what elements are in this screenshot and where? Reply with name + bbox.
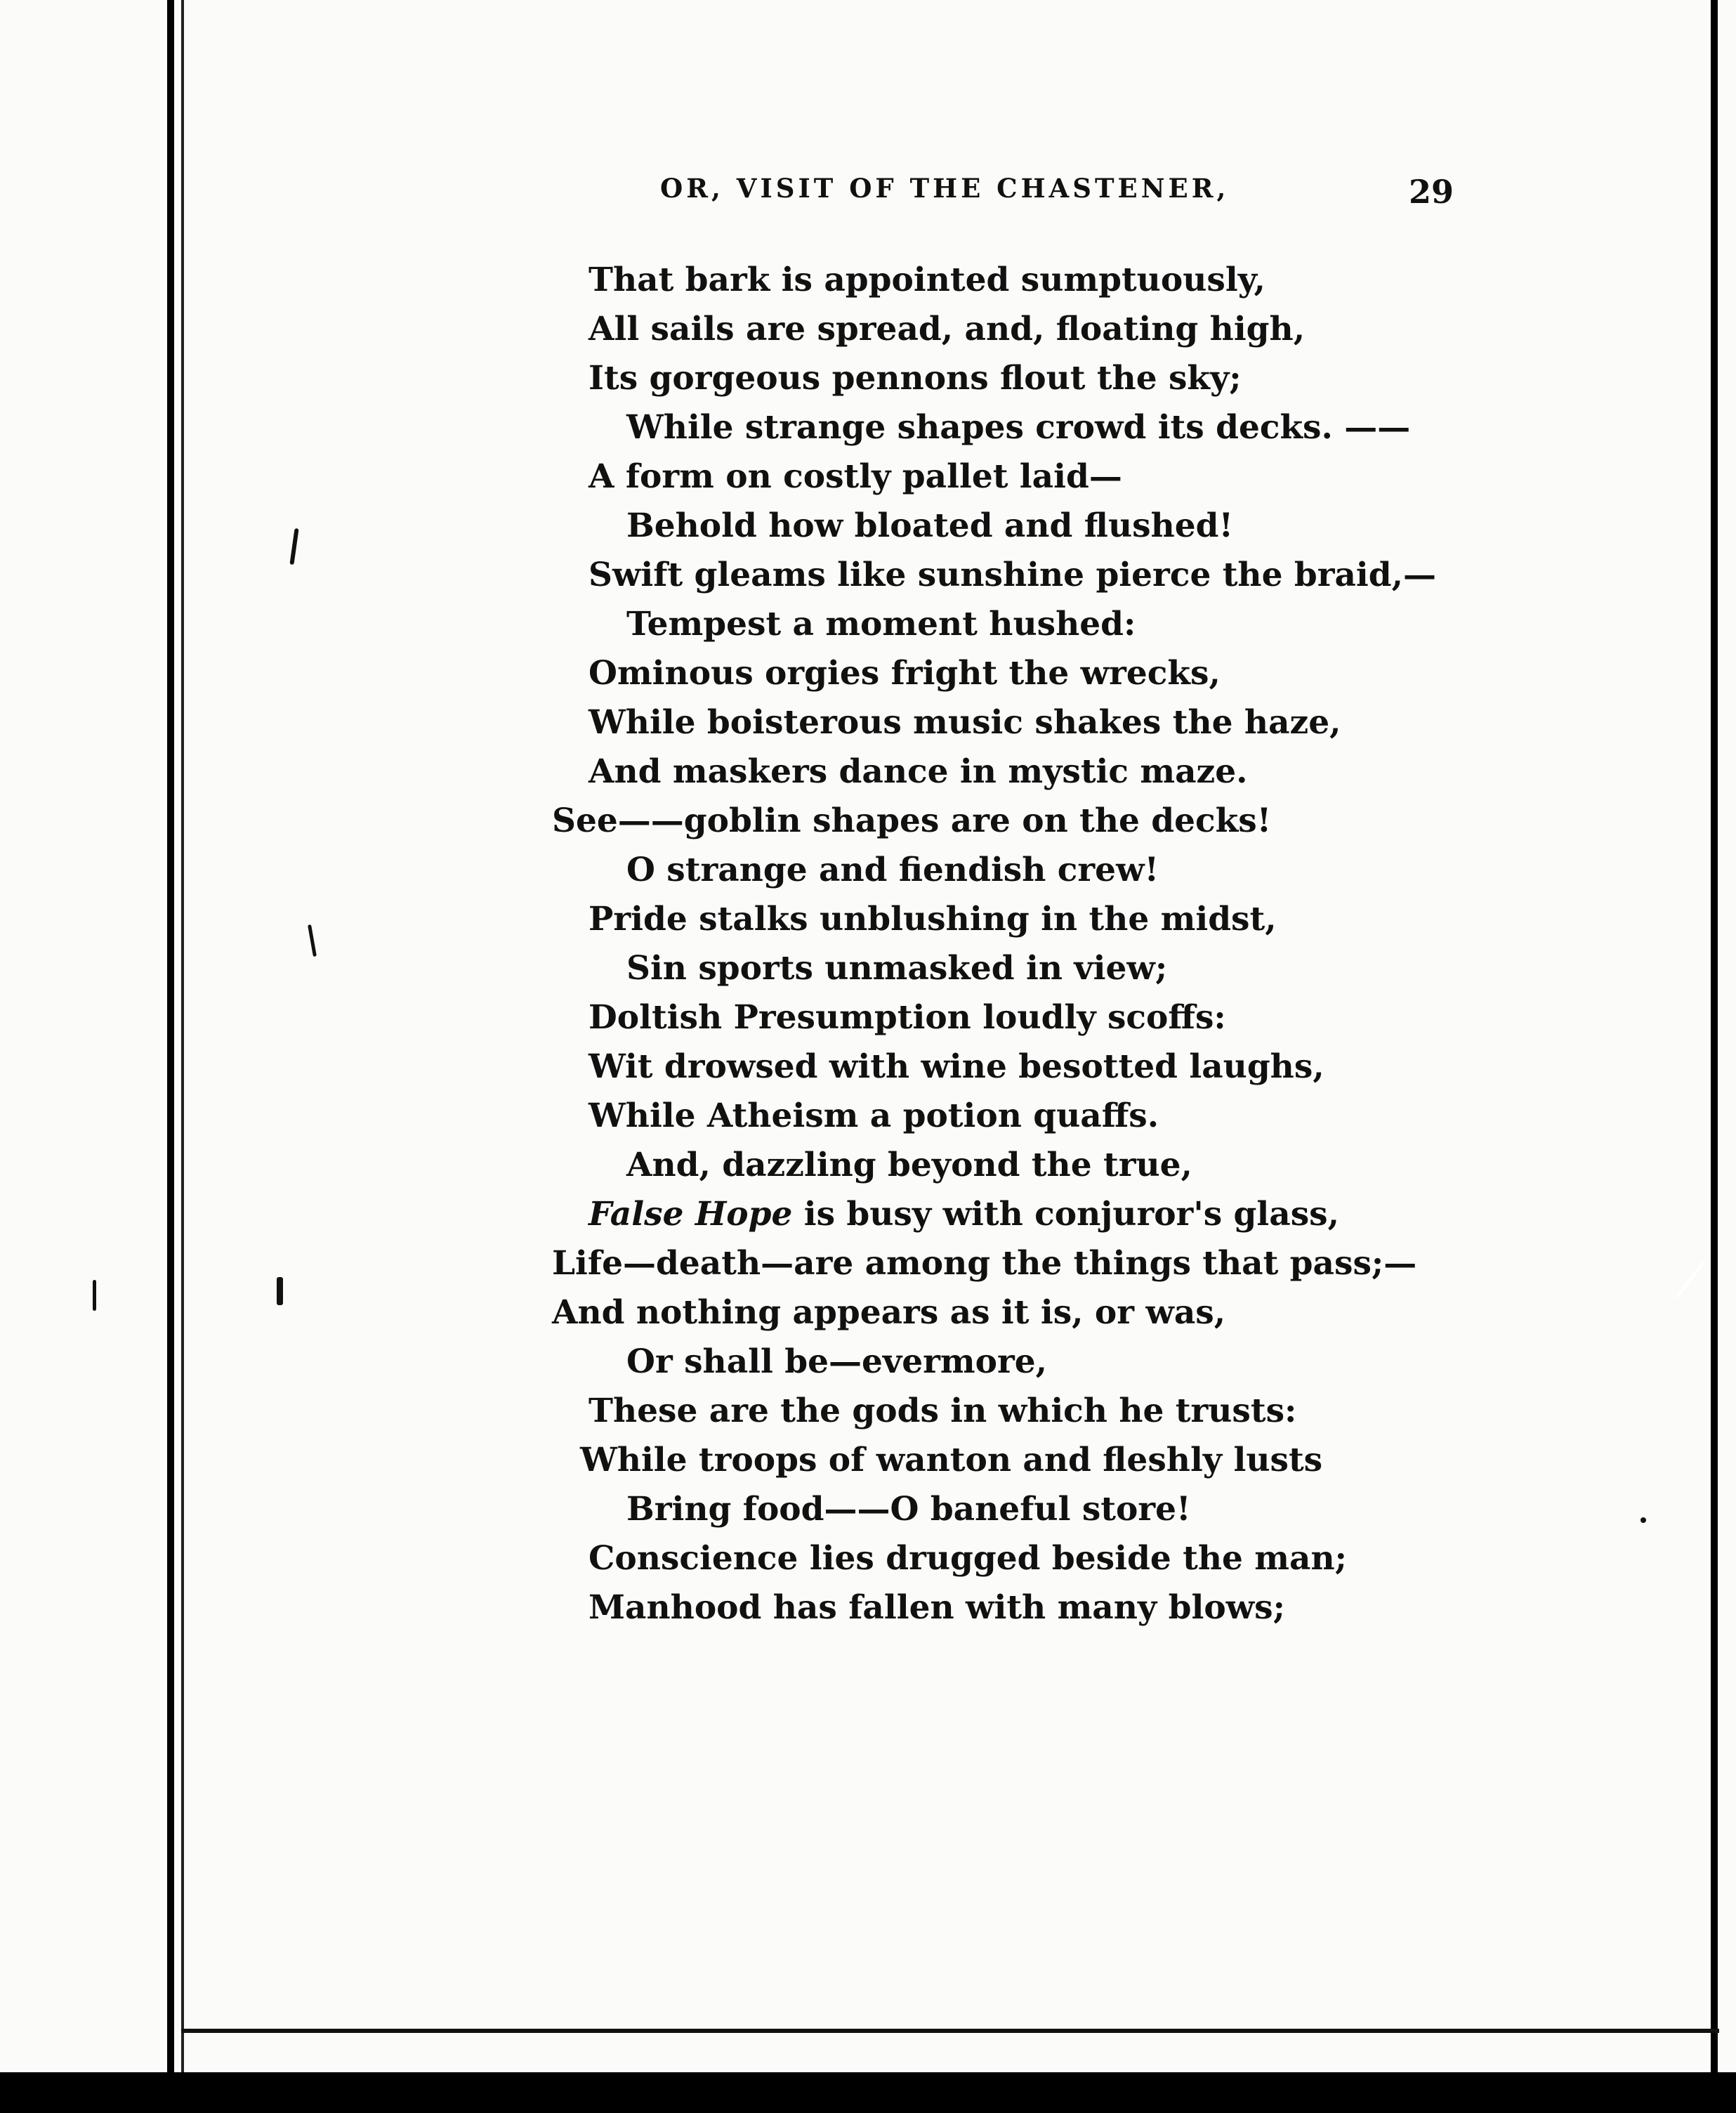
poem-line-text: Its gorgeous pennons flout the sky; (588, 359, 1242, 398)
poem-line-text: Swift gleams like sunshine pierce the braid,— (588, 556, 1437, 594)
poem-line (0, 354, 1699, 403)
poem-line (0, 1337, 1699, 1387)
poem-line-text: is busy with conjuror's glass, (792, 1195, 1339, 1234)
poem-line (0, 502, 1699, 551)
poem-line (0, 452, 1699, 502)
poem-line (0, 895, 1699, 944)
poem-text (0, 256, 1699, 1633)
poem-line (0, 1190, 1699, 1239)
poem-line (0, 944, 1699, 993)
poem-line (0, 600, 1699, 649)
poem-line-text: And maskers dance in mystic maze. (588, 752, 1248, 791)
poem-line-text: A form on costly pallet laid— (588, 457, 1122, 496)
poem-line-text: Pride stalks unblushing in the midst, (588, 900, 1277, 938)
poem-line-text: Manhood has fallen with many blows; (588, 1588, 1285, 1627)
poem-line-text: Ominous orgies fright the wrecks, (588, 654, 1221, 693)
right-border-rule (1711, 0, 1718, 2072)
poem-line-text: While boisterous music shakes the haze, (588, 703, 1341, 742)
poem-line-text: Or shall be—evermore, (626, 1342, 1047, 1381)
poem-line-italic-phrase: False Hope (588, 1195, 793, 1234)
poem-line-text: Doltish Presumption loudly scoffs: (588, 998, 1226, 1037)
poem-line-text: While Atheism a potion quaffs. (588, 1097, 1159, 1135)
poem-line (0, 403, 1699, 452)
poem-line (0, 1092, 1699, 1141)
page-number: 29 (1409, 173, 1454, 211)
poem-line-text: While troops of wanton and fleshly lusts (580, 1441, 1323, 1479)
poem-line (0, 1534, 1699, 1583)
poem-line-text: All sails are spread, and, floating high, (588, 310, 1306, 348)
poem-line (0, 305, 1699, 354)
poem-line (0, 1583, 1699, 1633)
poem-line-text: And, dazzling beyond the true, (626, 1146, 1192, 1184)
poem-line-text: These are the gods in which he trusts: (588, 1392, 1297, 1430)
poem-line-text: Wit drowsed with wine besotted laughs, (588, 1047, 1324, 1086)
poem-line (0, 256, 1699, 305)
poem-line-text: Life—death—are among the things that pass;— (552, 1244, 1417, 1283)
poem-line (0, 698, 1699, 747)
poem-line (0, 747, 1699, 797)
poem-line-text: Behold how bloated and flushed! (626, 506, 1234, 545)
poem-line-text: O strange and fiendish crew! (626, 851, 1159, 889)
poem-line (0, 1288, 1699, 1337)
poem-line-text: That bark is appointed sumptuously, (588, 261, 1265, 299)
poem-line (0, 1239, 1699, 1288)
poem-line-text: Sin sports unmasked in view; (626, 949, 1168, 988)
bottom-border-rule (181, 2029, 1719, 2033)
poem-line (0, 1485, 1699, 1534)
poem-line (0, 993, 1699, 1042)
poem-line (0, 1436, 1699, 1485)
poem-line (0, 797, 1699, 846)
poem-line (0, 551, 1699, 600)
poem-line (0, 1042, 1699, 1092)
poem-line-text: Bring food——O baneful store! (626, 1490, 1191, 1529)
poem-line (0, 649, 1699, 698)
poem-line (0, 1141, 1699, 1190)
poem-line-text: Tempest a moment hushed: (626, 605, 1136, 643)
poem-line-text: And nothing appears as it is, or was, (552, 1293, 1226, 1332)
poem-line (0, 1387, 1699, 1436)
poem-line-text: Conscience lies drugged beside the man; (588, 1539, 1347, 1578)
running-head: OR, VISIT OF THE CHASTENER, (660, 173, 1230, 204)
poem-line (0, 846, 1699, 895)
poem-line-text: See——goblin shapes are on the decks! (552, 802, 1272, 840)
poem-line-text: While strange shapes crowd its decks. —— (626, 408, 1411, 447)
